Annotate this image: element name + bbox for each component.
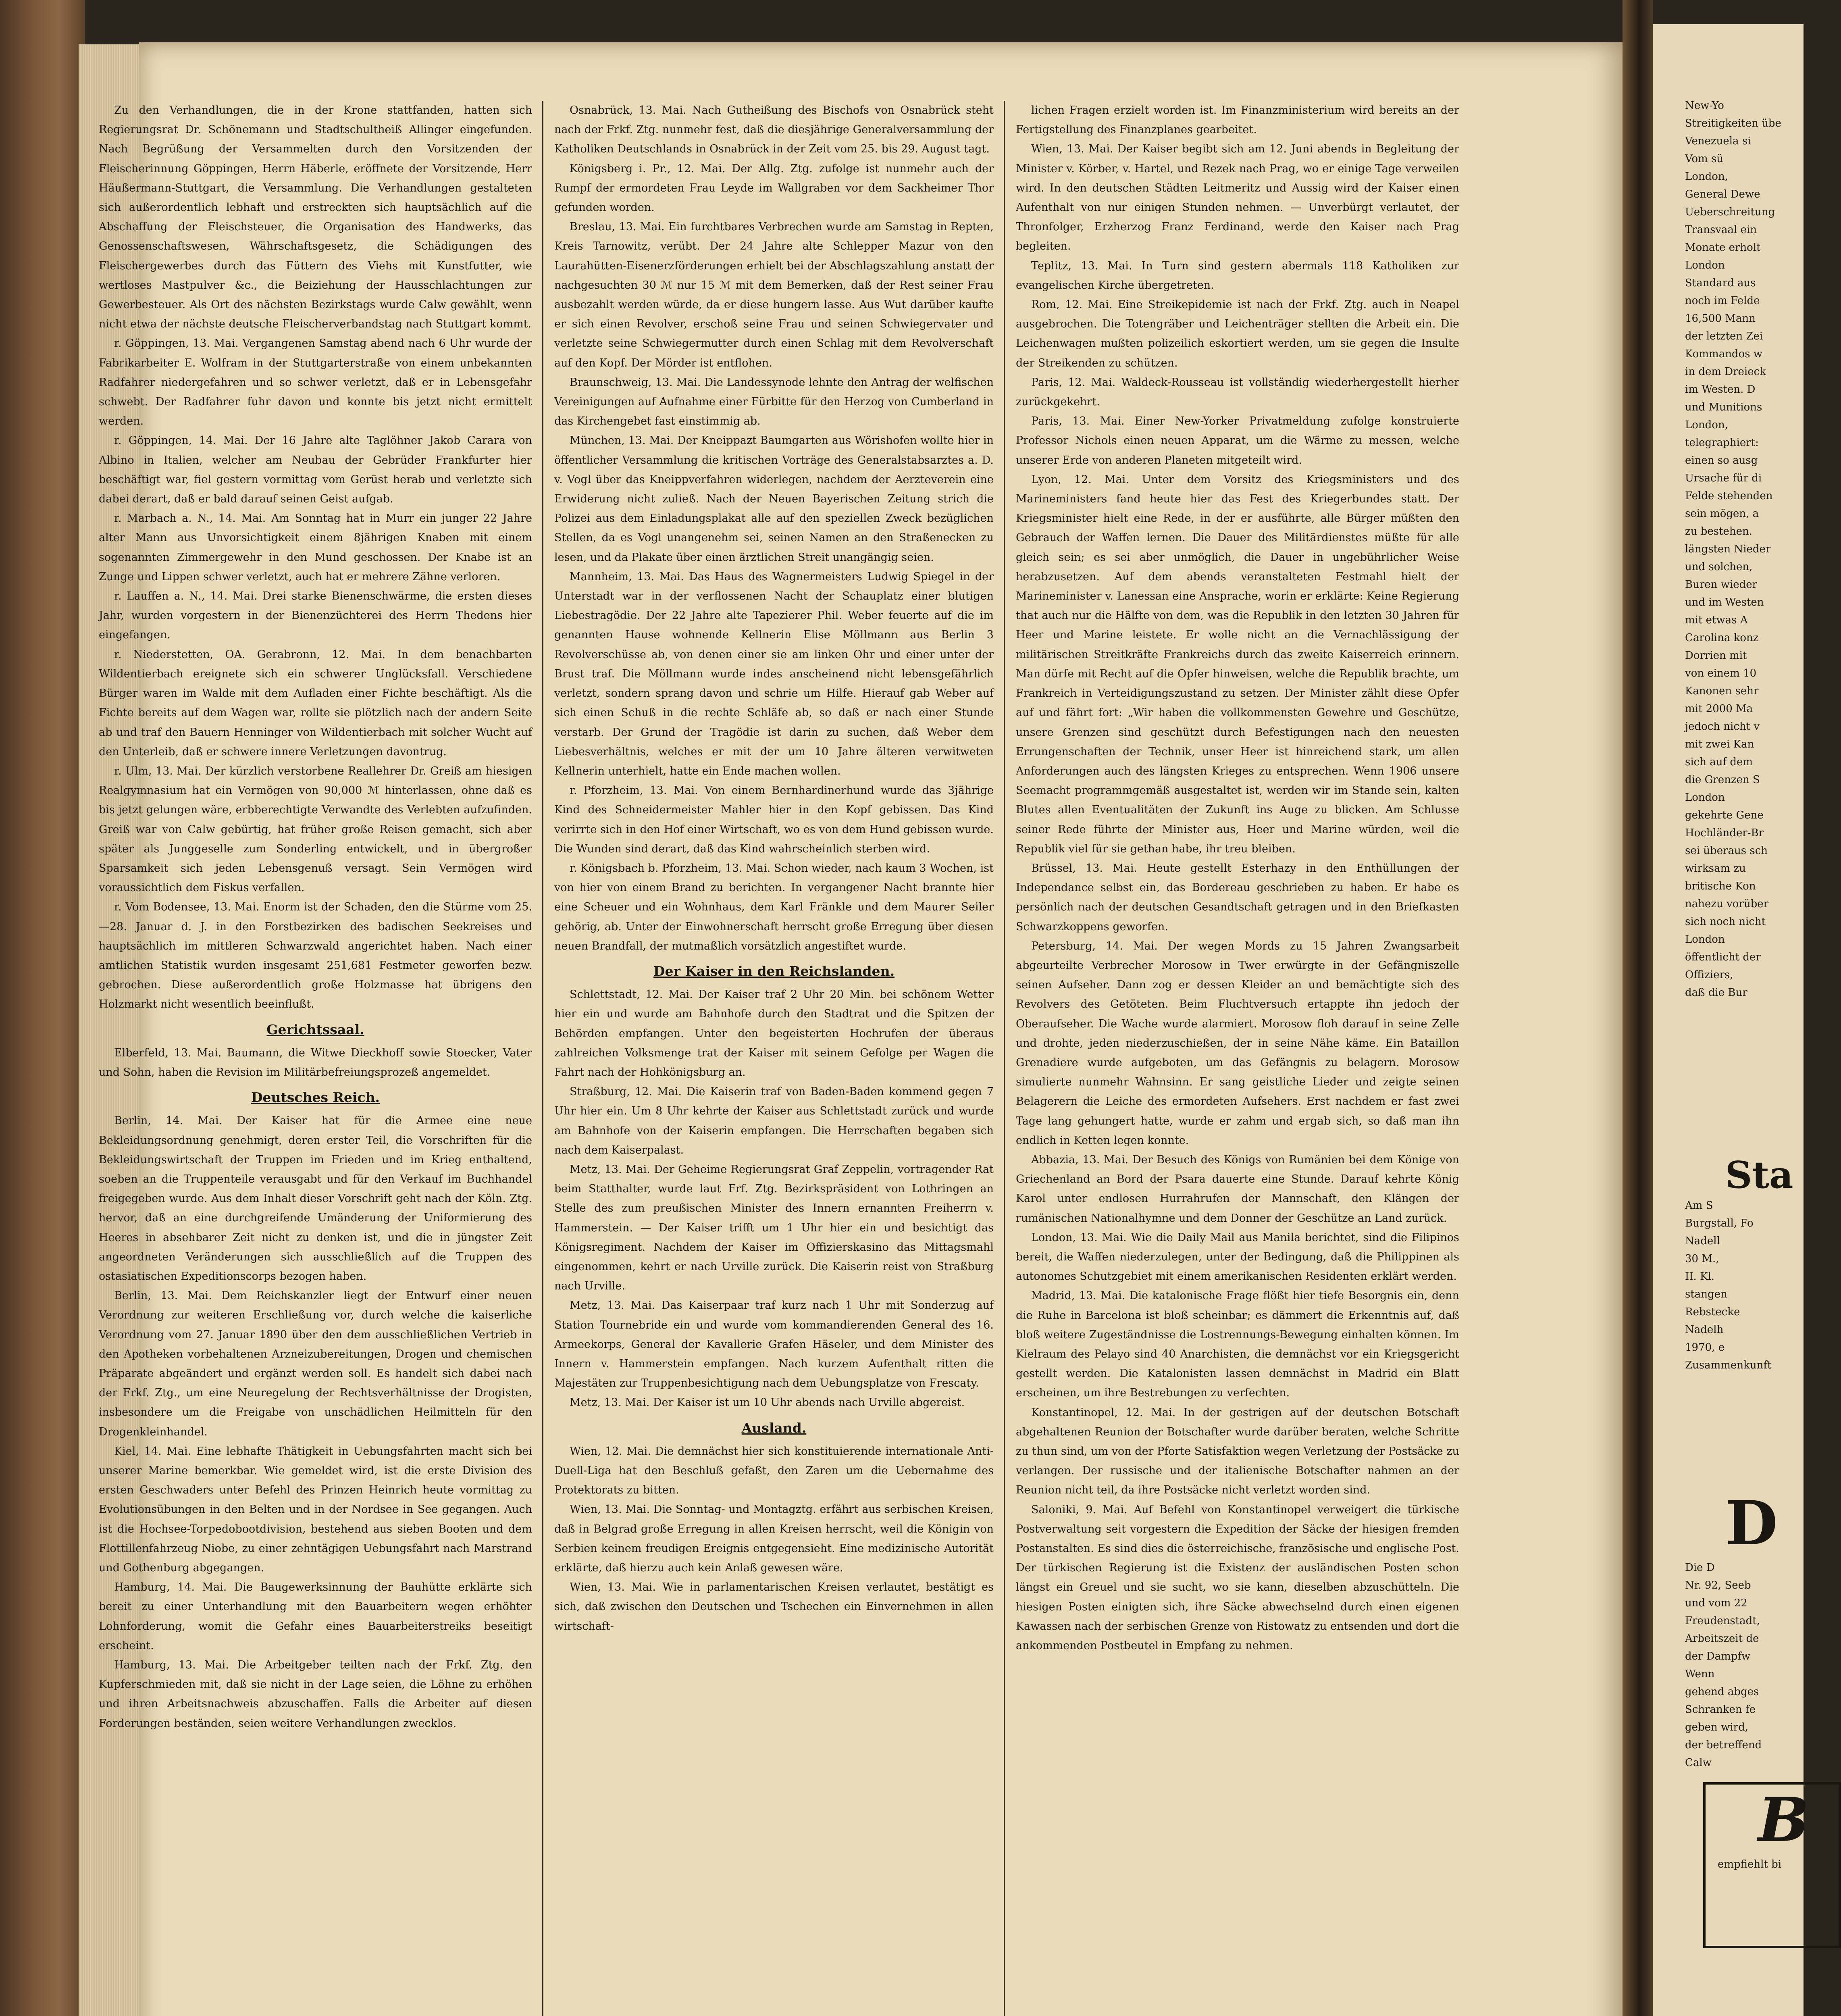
news-paragraph: München, 13. Mai. Der Kneippazt Baumgarten aus Wörishofen wollte hier in öffentlicher Versammlung die kritischen Vorträge des Generalstabsarztes a. D. v. Vogl über das Kneippverfahren widerlegen, nachdem der Aerzteverein eine Erwiderung nicht zuließ. Nach der Neuen Bayerischen Zeitung strich die Polizei aus dem Einladungsplakat alle auf den speziellen Zweck bezüglichen Stellen, da es Vogl unangenehm sei, seinen Namen an den Straßenecken zu lesen, und da Plakate über einen ärztlichen Streit unangängig seien. (554, 434, 994, 564)
facing-page-line: britische Kon (1685, 880, 1756, 892)
facing-page-line: sein mögen, a (1685, 508, 1759, 520)
news-paragraph: Teplitz, 13. Mai. In Turn sind gestern abermals 118 Katholiken zur evangelischen Kirche übergetreten. (1016, 259, 1459, 292)
news-paragraph: Metz, 13. Mai. Der Geheime Regierungsrat Graf Zeppelin, vortragender Rat beim Statthalter, wurde laut Frf. Ztg. Bezirkspräsident von Lothringen an Stelle des zum preußischen Minister des Innern ernannten Freiherrn v. Hammerstein. — Der Kaiser trifft um 1 Uhr hier ein und besichtigt das Königsregiment. Nachdem der Kaiser im Offizierskasino das Mittagsmahl eingenommen, kehrt er nach Urville zurück. Die Kaiserin reist von Straßburg nach Urville. (554, 1163, 994, 1293)
news-paragraph: Zu den Verhandlungen, die in der Krone stattfanden, hatten sich Regierungsrat Dr. Schönemann und Stadtschultheiß Allinger eingefunden. Nach Begrüßung der Versammelten durch den Vorsitzenden der Fleischerinnung Göppingen, Herrn Häberle, eröffnete der Vorsitzende, Herr Häußermann-Stuttgart, die Versammlung. Die Verhandlungen gestalteten sich außerordentlich lebhaft und erstreckten sich hauptsächlich auf die Abschaffung der Fleischsteuer, die Organisation des Handwerks, das Genossenschaftswesen, Währschaftsgesetz, die Schädigungen des Fleischergewerbes durch das Füttern des Viehs mit Kunstfutter, wie wertloses Mastpulver &c., die Beiziehung der Hausschlachtungen zur Gewerbesteuer. Als Ort des nächsten Bezirkstags wurde Calw gewählt, wenn nicht etwa der nächste deutsche Fleischerverbandstag nach Stuttgart kommt. (99, 104, 532, 331)
advertisement-line: Am S (1685, 1200, 1713, 1212)
news-paragraph: r. Pforzheim, 13. Mai. Von einem Bernhardinerhund wurde das 3jährige Kind des Schneidermeister Mahler hier in den Kopf gebissen. Das Kind verirrte sich in den Hof einer Wirtschaft, wo es von dem Hund gebissen wurde. Die Wunden sind derart, daß das Kind wahrscheinlich sterben wird. (554, 784, 994, 855)
section-heading: Gerichtssaal. (266, 1021, 364, 1037)
advertisement-line: Freudenstadt, (1685, 1615, 1760, 1627)
facing-page (1653, 24, 1809, 2016)
facing-page-line: Buren wieder (1685, 579, 1758, 591)
book-gutter (1623, 0, 1653, 2016)
advertisement-line: Arbeitszeit de (1685, 1633, 1759, 1645)
advertisement-line: Wenn (1685, 1668, 1715, 1680)
news-paragraph: Elberfeld, 13. Mai. Baumann, die Witwe Dieckhoff sowie Stoecker, Vater und Sohn, haben die Revision im Militärbefreiungsprozeß angemeldet. (99, 1046, 532, 1079)
news-paragraph: Wien, 13. Mai. Die Sonntag- und Montagztg. erfährt aus serbischen Kreisen, daß in Belgrad große Erregung in allen Kreisen herrscht, weil die Königin von Serbien keinem freudigen Ereignis entgegensieht. Eine medizinische Autorität erklärte, daß hierzu auch kein Anlaß gewesen wäre. (554, 1503, 994, 1574)
facing-page-line: Offiziers, (1685, 969, 1733, 981)
news-paragraph: Paris, 13. Mai. Einer New-Yorker Privatmeldung zufolge konstruierte Professor Nichols einen neuen Apparat, um die Wärme zu messen, welche unserer Erde von anderen Planeten mitgeteilt wird. (1016, 415, 1459, 467)
advertisement-letter: B (1758, 1785, 1809, 1856)
facing-page-line: von einem 10 (1685, 667, 1757, 679)
facing-page-line: in dem Dreieck (1685, 366, 1766, 378)
facing-page-line: London (1685, 933, 1725, 946)
news-paragraph: r. Niederstetten, OA. Gerabronn, 12. Mai. In dem benachbarten Wildentierbach ereignete sich ein schwerer Unglücksfall. Verschiedene Bürger waren im Walde mit dem Aufladen einer Fichte beschäftigt. Als die Fichte bereits auf dem Wagen war, rollte sie plötzlich nach der andern Seite ab und traf den Bauern Henninger von Wildentierbach mit solcher Wucht auf den Unterleib, daß er schwere innere Verletzungen davontrug. (99, 648, 532, 758)
news-paragraph: Konstantinopel, 12. Mai. In der gestrigen auf der deutschen Botschaft abgehaltenen Reunion der Botschafter wurde darüber beraten, welche Schritte zu thun sind, um von der Pforte Satisfaktion wegen Verletzung der Postsäcke zu verlangen. Der russische und der italienische Botschafter nahmen an der Reunion nicht teil, da ihre Postsäcke nicht verletzt worden sind. (1016, 1406, 1459, 1497)
facing-page-line: jedoch nicht v (1685, 721, 1760, 733)
advertisement-line: Zusammenkunft (1685, 1359, 1772, 1371)
facing-page-line: Kommandos w (1685, 348, 1763, 360)
news-paragraph: r. Göppingen, 14. Mai. Der 16 Jahre alte Taglöhner Jakob Carara von Albino in Italien, welcher am Neubau der Gebrüder Frankfurter hier beschäftigt war, fiel gestern vormittag vom Gerüst herab und verletzte sich dabei derart, daß er bald darauf seinen Geist aufgab. (99, 434, 532, 506)
facing-page-line: General Dewe (1685, 188, 1760, 200)
facing-page-line: und im Westen (1685, 596, 1764, 608)
facing-page-line: mit zwei Kan (1685, 738, 1754, 750)
facing-page-line: London, (1685, 419, 1728, 431)
advertisement-line: Schranken fe (1685, 1704, 1756, 1716)
news-paragraph: Madrid, 13. Mai. Die katalonische Frage flößt hier tiefe Besorgnis ein, denn die Ruhe in Barcelona ist bloß scheinbar; es dämmert die Erkenntnis auf, daß bloß weitere Zugeständnisse die Lostrennungs-Bewegung einhalten können. Im Kielraum des Pelayo sind 40 Anarchisten, die demnächst vor ein Kriegsgericht gestellt werden. Die Katalonisten lassen demnächst in Madrid ein Blatt erscheinen, um ihre Bestrebungen zu verfechten. (1016, 1289, 1459, 1400)
facing-page-line: im Westen. D (1685, 383, 1756, 396)
advertisement-line: 30 M., (1685, 1253, 1719, 1265)
news-paragraph: Metz, 13. Mai. Der Kaiser ist um 10 Uhr abends nach Urville abgereist. (570, 1396, 965, 1409)
facing-page-line: Felde stehenden (1685, 490, 1773, 502)
advertisement-line: Calw (1685, 1757, 1712, 1769)
column-rule (542, 101, 543, 2016)
facing-page-line: London (1685, 791, 1725, 804)
advertisement-line: Nadelh (1685, 1324, 1724, 1336)
advertisement-line: Rebstecke (1685, 1306, 1740, 1318)
section-heading: Ausland. (741, 1420, 807, 1436)
news-paragraph: Hamburg, 14. Mai. Die Baugewerksinnung der Bauhütte erklärte sich bereit zu einer Unterhandlung mit den Bauarbeitern wegen erhöhter Lohnforderung, womit die Gefahr eines Bauarbeiterstreiks beseitigt erscheint. (99, 1581, 532, 1652)
facing-page-line: sich auf dem (1685, 756, 1753, 768)
facing-page-line: Vom sü (1685, 153, 1724, 165)
advertisement-1 (1653, 1153, 1804, 1374)
facing-page-line: Carolina konz (1685, 632, 1759, 644)
article-column-1 (99, 101, 532, 2016)
news-paragraph: Saloniki, 9. Mai. Auf Befehl von Konstantinopel verweigert die türkische Postverwaltung seit vorgestern die Expedition der Säcke der hiesigen fremden Postanstalten. Es sind dies die österreichische, französische und englische Post. Der türkischen Regierung ist die Existenz der ausländischen Posten schon längst ein Greuel und sie sucht, wo sie kann, dieselben abzuschütteln. Die hiesigen Posten einigten sich, ihre Säcke abwechselnd durch einen eigenen Kawassen nach der serbischen Grenze von Ristowatz zu entsenden und dort die ankommenden Postbeutel in Empfang zu nehmen. (1016, 1503, 1459, 1652)
news-paragraph: Kiel, 14. Mai. Eine lebhafte Thätigkeit in Uebungsfahrten macht sich bei unserer Marine bemerkbar. Wie gemeldet wird, ist die erste Division des ersten Geschwaders unter Befehl des Prinzen Heinrich heute vormittag zu Evolutionsübungen in den Belten und in der Nordsee in See gegangen. Auch ist die Hochsee-Torpedobootdivision, bestehend aus sieben Booten und dem Flottillenfahrzeug Niobe, zu einer zehntägigen Uebungsfahrt nach Marstrand und Gothenburg abgegangen. (99, 1445, 532, 1574)
advertisement-line: der betreffend (1685, 1739, 1762, 1751)
facing-page-line: sich noch nicht (1685, 916, 1766, 928)
news-paragraph: Wien, 13. Mai. Der Kaiser begibt sich am 12. Juni abends in Begleitung der Minister v. Körber, v. Hartel, und Rezek nach Prag, wo er einige Tage verweilen wird. In den deutschen Städten Leitmeritz und Aussig wird der Kaiser einen Aufenthalt von nur einigen Stunden nehmen. — Unverbürgt verlautet, der Thronfolger, Erzherzog Franz Ferdinand, werde den Kaiser nach Prag begleiten. (1016, 143, 1459, 253)
facing-page-line: Streitigkeiten übe (1685, 117, 1781, 129)
news-paragraph: r. Königsbach b. Pforzheim, 13. Mai. Schon wieder, nach kaum 3 Wochen, ist von hier von einem Brand zu berichten. In vergangener Nacht brannte hier eine Scheuer und ein Wohnhaus, dem Karl Fränkle und dem Maurer Seiler gehörig, ab. Unter der Einwohnerschaft herrscht große Erregung über diesen neuen Brandfall, der mutmaßlich vorsätzlich angestiftet wurde. (554, 862, 994, 952)
facing-page-line: daß die Bur (1685, 987, 1747, 999)
facing-page-line: öffentlicht der (1685, 951, 1761, 963)
facing-page-line: mit 2000 Ma (1685, 703, 1753, 715)
advertisement-heading: D (1725, 1488, 1778, 1559)
news-paragraph: r. Marbach a. N., 14. Mai. Am Sonntag hat in Murr ein junger 22 Jahre alter Mann aus Unvorsichtigkeit einem 8jährigen Knaben mit einem sogenannten Zimmergewehr in den Mund geschossen. Der Knabe ist an Zunge und Lippen schwer verletzt, auch hat er mehrere Zähne verloren. (99, 512, 532, 583)
advertisement-line: Nadell (1685, 1235, 1720, 1247)
advertisement-line: stangen (1685, 1288, 1727, 1300)
facing-page-line: wirksam zu (1685, 862, 1746, 875)
news-paragraph: Rom, 12. Mai. Eine Streikepidemie ist nach der Frkf. Ztg. auch in Neapel ausgebrochen. Die Totengräber und Leichenträger stellten die Arbeit ein. Die Leichenwagen mußten polizeilich eskortiert werden, um sie gegen die Insulte der Streikenden zu schützen. (1016, 298, 1459, 369)
facing-page-line: gekehrte Gene (1685, 809, 1764, 821)
facing-page-line: und solchen, (1685, 561, 1753, 573)
advertisement-text: empfiehlt bi (1718, 1858, 1782, 1870)
facing-page-line: Kanonen sehr (1685, 685, 1759, 697)
advertisement-line: Burgstall, Fo (1685, 1217, 1754, 1229)
news-paragraph: Petersburg, 14. Mai. Der wegen Mords zu 15 Jahren Zwangsarbeit abgeurteilte Verbrecher Morosow in Twer erwürgte in der Gefängniszelle seinen Aufseher. Dann zog er dessen Kleider an und bemächtigte sich des Revolvers des Getöteten. Beim Fluchtversuch ertappte ihn jedoch der Oberaufseher. Die Wache wurde alarmiert. Morosow floh darauf in seine Zelle und drohte, jeden niederzuschießen, der in seine Nähe käme. Ein Bataillon Grenadiere wurde aufgeboten, um das Gefängnis zu belagern. Morosow simulierte nunmehr Wahnsinn. Er sang geistliche Lieder und zeigte seinen Belagerern die Leiche des ermordeten Aufsehers. Erst nachdem er fast zwei Tage lang gehungert hatte, wurde er zahm und ergab sich, so daß man ihn endlich in Ketten legen konnte. (1016, 939, 1459, 1147)
facing-page-line: Hochländer-Br (1685, 827, 1764, 839)
news-paragraph: Lyon, 12. Mai. Unter dem Vorsitz des Kriegsministers und des Marineministers fand heute hier das Fest des Kriegerbundes statt. Der Kriegsminister hielt eine Rede, in der er ausführte, alle Bürger müßten den Gebrauch der Waffen lernen. Die Dauer des Militärdienstes müßte für alle gleich sein; es sei aber unmöglich, die Dauer in ungebührlicher Weise herabzusetzen. Auf dem abends veranstalteten Festmahl hielt der Marineminister v. Lanessan eine Ansprache, worin er erklärte: Keine Regierung that auch nur die Hälfte von dem, was die Republik in den letzten 30 Jahren für Heer und Marine leistete. Er wolle nicht an die Vernachlässigung der militärischen Streitkräfte Frankreichs durch das zweite Kaiserreich erinnern. Man dürfe mit Recht auf die Opfer hinweisen, welche die Republik brachte, um Frankreich in Verteidigungszustand zu setzen. Der Minister zählt diese Opfer auf und fährt fort: „Wir haben die vollkommensten Gewehre und Geschütze, unsere Grenzen sind geschützt durch Befestigungen nach den neuesten Errungenschaften der Technik, unser Heer ist hinreichend stark, um allen Anforderungen auch des längsten Krieges zu entsprechen. Wenn 1906 unsere Seemacht programmgemäß ausgestaltet ist, werden wir im Stande sein, kalten Blutes allen Eventualitäten der Zukunft ins Auge zu blicken. Am Schlusse seiner Rede führte der Minister aus, Heer und Marine würden, weil die Republik viel für sie gethan habe, ihr treu bleiben. (1016, 473, 1459, 855)
news-paragraph: Brüssel, 13. Mai. Heute gestellt Esterhazy in den Enthüllungen der Independance selbst ein, das Bordereau geschrieben zu haben. Er habe es persönlich nach der deutschen Gesandtschaft getragen und in den Briefkasten Schwarzkoppens geworfen. (1016, 862, 1459, 933)
advertisement-2 (1653, 1488, 1804, 1772)
facing-page-line: noch im Felde (1685, 295, 1760, 307)
advertisement-line: geben wird, (1685, 1721, 1748, 1733)
news-paragraph: Breslau, 13. Mai. Ein furchtbares Verbrechen wurde am Samstag in Repten, Kreis Tarnowitz, verübt. Der 24 Jahre alte Schlepper Mazur von den Laurahütten-Eisenerzförderungen erhielt bei der Abschlagszahlung anstatt der nachgesuchten 30 ℳ nur 15 ℳ mit dem Bemerken, daß der Rest seiner Frau ausbezahlt werden würde, da er diese hungern lasse. Aus Wut darüber kaufte er sich einen Revolver, erschoß seine Frau und seinen Schwiegervater und verletzte seine Schwiegermutter durch einen Schlag mit dem Revolverschaft auf den Kopf. Der Mörder ist entflohen. (554, 221, 994, 369)
facing-page-line: London (1685, 259, 1725, 271)
news-paragraph: Schlettstadt, 12. Mai. Der Kaiser traf 2 Uhr 20 Min. bei schönem Wetter hier ein und wurde am Bahnhofe durch den Stadtrat und die Spitzen der Behörden empfangen. Unter den begeisterten Hochrufen der überaus zahlreichen Volksmenge trat der Kaiser mit seinem Gefolge per Wagen die Fahrt nach der Hohkönigsburg an. (554, 988, 994, 1079)
advertisement-body (1653, 1197, 1804, 1374)
article-column-2 (554, 101, 994, 2016)
advertisement-line: der Dampfw (1685, 1650, 1751, 1662)
advertisement-3-box (1703, 1782, 1841, 1948)
facing-page-line: Ursache für di (1685, 472, 1762, 484)
facing-page-line: Monate erholt (1685, 242, 1761, 254)
facing-page-line: 16,500 Mann (1685, 312, 1756, 325)
facing-page-line: telegraphiert: (1685, 437, 1759, 449)
news-paragraph: Paris, 12. Mai. Waldeck-Rousseau ist vollständig wiederhergestellt hierher zurückgekehrt. (1016, 376, 1459, 408)
facing-page-line: Venezuela si (1685, 135, 1751, 147)
facing-page-line: zu bestehen. (1685, 525, 1753, 537)
news-paragraph: r. Göppingen, 13. Mai. Vergangenen Samstag abend nach 6 Uhr wurde der Fabrikarbeiter E. Wolfram in der Stuttgarterstraße von einem unbekannten Radfahrer niedergefahren und so schwer verletzt, daß er in Lebensgefahr schwebt. Der Radfahrer fuhr davon und konnte bis jetzt nicht ermittelt werden. (99, 337, 532, 428)
facing-page-line: längsten Nieder (1685, 543, 1771, 555)
advertisement-line: Nr. 92, Seeb (1685, 1579, 1751, 1591)
facing-page-line: sei überaus sch (1685, 845, 1768, 857)
news-paragraph: Braunschweig, 13. Mai. Die Landessynode lehnte den Antrag der welfischen Vereinigungen auf Aufnahme einer Fürbitte für den Herzog von Cumberland in das Kirchengebet fast einstimmig ab. (554, 376, 994, 428)
advertisement-body (1653, 1559, 1804, 1772)
news-paragraph: r. Lauffen a. N., 14. Mai. Drei starke Bienenschwärme, die ersten dieses Jahr, wurden vorgestern in der Bienenzüchterei des Herrn Thedens hier eingefangen. (99, 590, 532, 641)
news-paragraph: Berlin, 13. Mai. Dem Reichskanzler liegt der Entwurf einer neuen Verordnung zur weiteren Erschließung vor, durch welche die kaiserliche Verordnung vom 27. Januar 1890 über den dem ausschließlichen Vertrieb in den Apotheken vorbehaltenen Arzneizubereitungen, Drogen und chemischen Präparate abgeändert und ergänzt werden soll. Es handelt sich dabei nach der Frkf. Ztg., um eine Neuregelung der Rechtsverhältnisse der Drogisten, insbesondere um die Freigabe von unschädlichen Heilmitteln für den Drogenkleinhandel. (99, 1289, 532, 1438)
facing-page-line: die Grenzen S (1685, 774, 1760, 786)
advertisement-line: Die D (1685, 1562, 1715, 1574)
news-paragraph: r. Vom Bodensee, 13. Mai. Enorm ist der Schaden, den die Stürme vom 25.—28. Januar d. J. in den Forstbezirken des badischen Seekreises und hauptsächlich im mittleren Schwarzwald angerichtet haben. Nach einer amtlichen Statistik wurden insgesamt 251,681 Festmeter geworfen bezw. gebrochen. Diese außerordentlich große Holzmasse hat übrigens den Holzmarkt nicht wesentlich beeinflußt. (99, 901, 532, 1011)
facing-page-line: Transvaal ein (1685, 224, 1757, 236)
section-heading: Der Kaiser in den Reichslanden. (653, 963, 895, 979)
facing-page-line: London, (1685, 171, 1728, 183)
facing-page-line: mit etwas A (1685, 614, 1748, 626)
news-paragraph: Osnabrück, 13. Mai. Nach Gutheißung des Bischofs von Osnabrück steht nach der Frkf. Ztg. nunmehr fest, daß die diesjährige Generalversammlung der Katholiken Deutschlands in Osnabrück in der Zeit vom 25. bis 29. August tagt. (554, 104, 994, 156)
facing-page-line: einen so ausg (1685, 454, 1758, 467)
column-rule (1004, 101, 1005, 2016)
facing-page-line: der letzten Zei (1685, 330, 1763, 342)
section-heading: Deutsches Reich. (251, 1089, 380, 1106)
news-paragraph: Abbazia, 13. Mai. Der Besuch des Königs von Rumänien bei dem Könige von Griechenland an Bord der Psara dauerte eine Stunde. Darauf kehrte König Karol unter endlosen Hurrahrufen der Mannschaft, den Klängen der rumänischen Nationalhymne und dem Donner der Geschütze an Land zurück. (1016, 1153, 1459, 1225)
advertisement-line: II. Kl. (1685, 1270, 1715, 1283)
facing-page-line: nahezu vorüber (1685, 898, 1769, 910)
news-paragraph: Königsberg i. Pr., 12. Mai. Der Allg. Ztg. zufolge ist nunmehr auch der Rumpf der ermordeten Frau Leyde im Wallgraben vor dem Sackheimer Thor gefunden worden. (554, 162, 994, 214)
article-column-3 (1016, 101, 1459, 2016)
book-binding (0, 0, 85, 2016)
news-paragraph: Hamburg, 13. Mai. Die Arbeitgeber teilten nach der Frkf. Ztg. den Kupferschmieden mit, daß sie nicht in der Lage seien, die Löhne zu erhöhen und ihren Arbeitsnachweis abzuschaffen. Falls die Arbeiter auf diesen Forderungen beständen, seien weitere Verhandlungen zwecklos. (99, 1659, 532, 1730)
facing-page-line: Dorrien mit (1685, 650, 1747, 662)
news-paragraph: Wien, 13. Mai. Wie in parlamentarischen Kreisen verlautet, bestätigt es sich, daß zwischen den Deutschen und Tschechen ein Einvernehmen in allen wirtschaft- (554, 1581, 994, 1633)
news-paragraph: Mannheim, 13. Mai. Das Haus des Wagnermeisters Ludwig Spiegel in der Unterstadt war in der verflossenen Nacht der Schauplatz einer blutigen Liebestragödie. Der 22 Jahre alte Tapezierer Phil. Weber feuerte auf die im genannten Hause wohnende Kellnerin Elise Möllmann aus Berlin 3 Revolverschüsse ab, von denen einer sie am linken Ohr und einer unter der Brust traf. Die Möllmann wurde indes anscheinend nicht lebensgefährlich verletzt, sondern sprang davon und schrie um Hilfe. Hierauf gab Weber auf sich einen Schuß in die rechte Schläfe ab, so daß er nach einer Stunde verstarb. Der Grund der Tragödie ist darin zu suchen, daß Weber dem Liebesverhältnis, welches er mit der um 10 Jahre älteren verwitweten Kellnerin unterhielt, hatte ein Ende machen wollen. (554, 570, 994, 777)
facing-page-line: New-Yo (1685, 100, 1724, 112)
advertisement-line: 1970, e (1685, 1341, 1725, 1354)
facing-page-line: und Munitions (1685, 401, 1762, 413)
news-paragraph: Wien, 12. Mai. Die demnächst hier sich konstituierende internationale Anti-Duell-Liga hat den Beschluß gefaßt, den Zaren um die Uebernahme des Protektorats zu bitten. (554, 1445, 994, 1497)
news-paragraph: Berlin, 14. Mai. Der Kaiser hat für die Armee eine neue Bekleidungsordnung genehmigt, deren erster Teil, die Vorschriften für die Bekleidungswirtschaft der Truppen im Frieden und im Krieg enthaltend, soeben an die Truppenteile verausgabt und für den Verkauf im Buchhandel freigegeben wurde. Aus dem Inhalt dieser Vorschrift geht nach der Köln. Ztg. hervor, daß an eine durchgreifende Umänderung der Uniformierung des Heeres in absehbarer Zeit nicht zu denken ist, und die in jüngster Zeit angeordneten Veränderungen sich ausschließlich auf die Truppen des ostasiatischen Expeditionscorps bezogen haben. (99, 1114, 532, 1283)
news-paragraph: lichen Fragen erzielt worden ist. Im Finanzministerium wird bereits an der Fertigstellung des Finanzplanes gearbeitet. (1016, 104, 1459, 136)
news-paragraph: Straßburg, 12. Mai. Die Kaiserin traf von Baden-Baden kommend gegen 7 Uhr hier ein. Um 8 Uhr kehrte der Kaiser aus Schlettstadt zurück und wurde am Bahnhofe von der Kaiserin empfangen. Die Herrschaften begaben sich nach dem Kaiserpalast. (554, 1085, 994, 1156)
facing-page-line: Ueberschreitung (1685, 206, 1775, 218)
news-paragraph: Metz, 13. Mai. Das Kaiserpaar traf kurz nach 1 Uhr mit Sonderzug auf Station Tournebride ein und wurde vom kommandierenden General des 16. Armeekorps, General der Kavallerie Grafen Häseler, und dem Minister des Innern v. Hammerstein empfangen. Nach kurzem Aufenthalt ritten die Majestäten zur Truppenbesichtigung nach dem Uebungsplatze von Frescaty. (554, 1299, 994, 1390)
advertisement-line: gehend abges (1685, 1686, 1759, 1698)
advertisement-line: und vom 22 (1685, 1597, 1747, 1609)
advertisement-heading: Sta (1725, 1153, 1793, 1197)
facing-page-line: Standard aus (1685, 277, 1756, 289)
news-paragraph: London, 13. Mai. Wie die Daily Mail aus Manila berichtet, sind die Filipinos bereit, die Waffen niederzulegen, unter der Bedingung, daß die Philippinen als autonomes Schutzgebiet mit einem amerikanischen Residenten erklärt werden. (1016, 1231, 1459, 1283)
news-paragraph: r. Ulm, 13. Mai. Der kürzlich verstorbene Reallehrer Dr. Greiß am hiesigen Realgymnasium hat ein Vermögen von 90,000 ℳ hinterlassen, ohne daß es bis jetzt gelungen wäre, erbberechtigte Verwandte des Verlebten aufzufinden. Greiß war von Calw gebürtig, hat früher große Reisen gemacht, sich aber später als Junggeselle zum Sonderling entwickelt, und in übergroßer Sparsamkeit sich jeden Lebensgenuß versagt. Sein Vermögen wird voraussichtlich dem Fiskus verfallen. (99, 764, 532, 894)
facing-page-text (1653, 97, 1804, 1002)
